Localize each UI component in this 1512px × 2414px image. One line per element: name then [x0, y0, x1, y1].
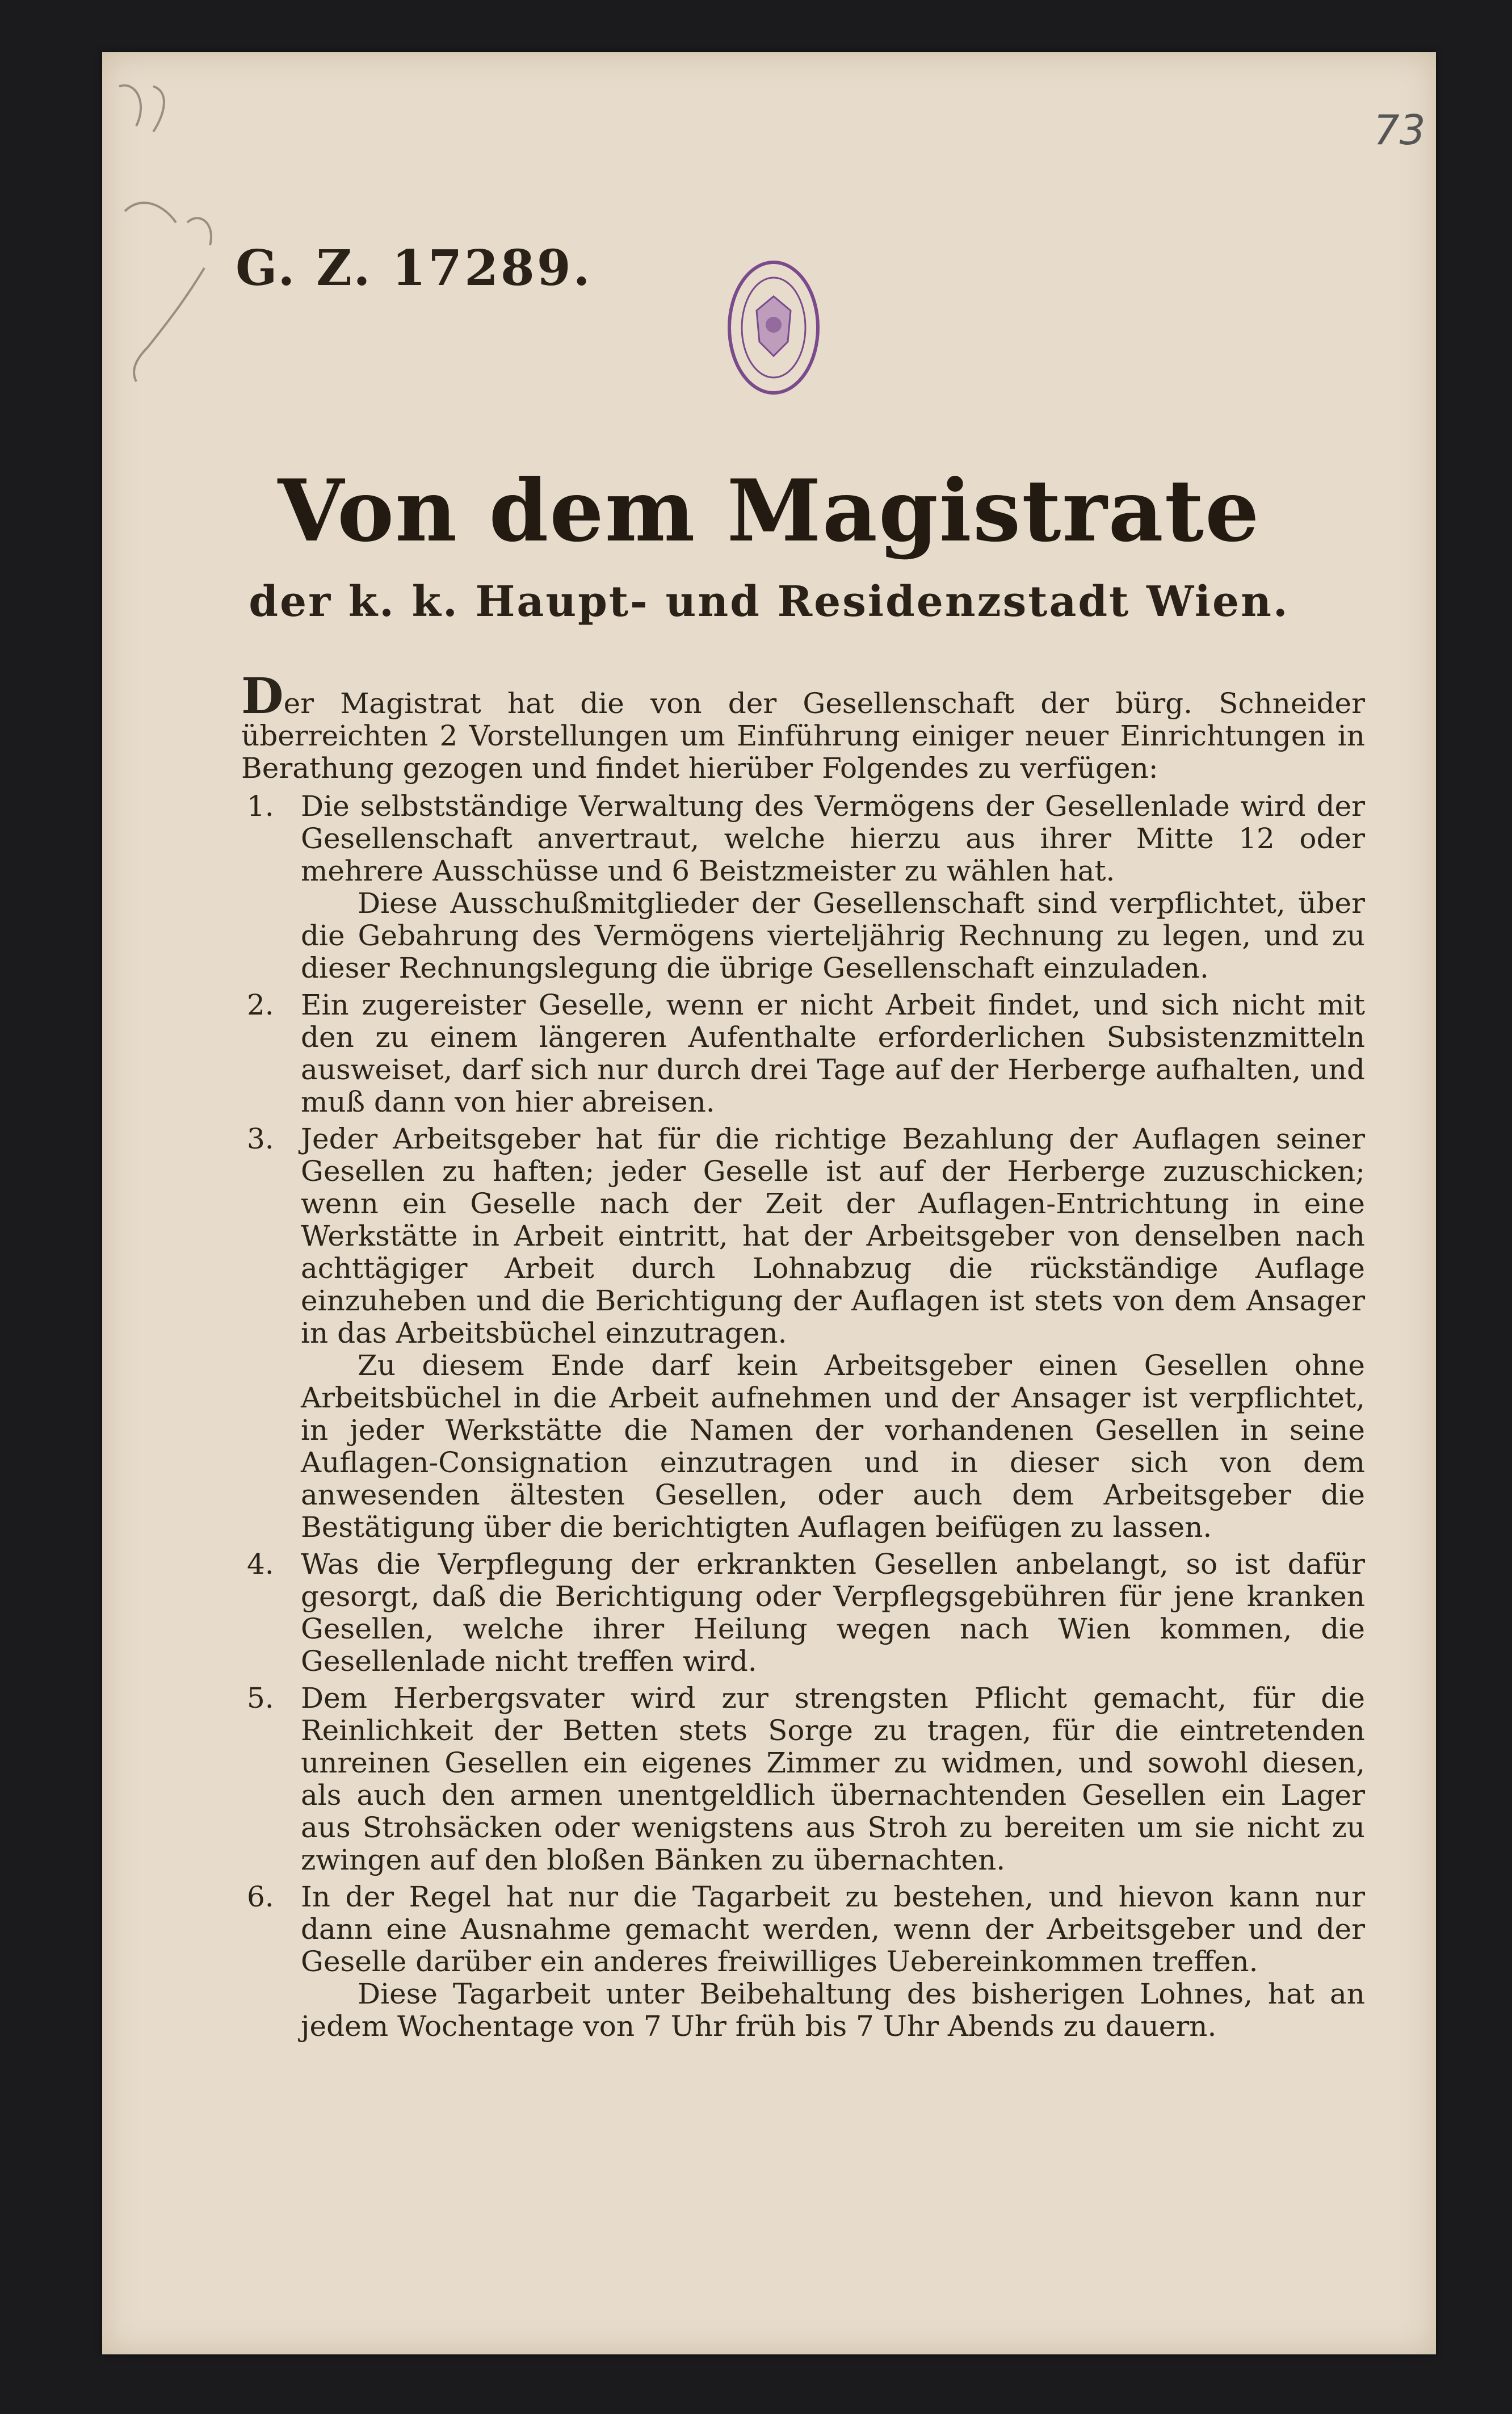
document-reference-number: G. Z. 17289. [236, 240, 593, 297]
archive-pencil-number: 73 [1374, 106, 1426, 154]
purple-oval-seal-icon [725, 257, 822, 399]
item-paragraph: Diese Tagarbeit unter Beibehaltung des bisherigen Lohnes, hat an jedem Wochentage von 7 Uhr früh bis 7 Uhr Abends zu dauern. [301, 1977, 1365, 2043]
item-number: 4. [247, 1548, 274, 1581]
item-paragraph: In der Regel hat nur die Tagarbeit zu bestehen, und hievon kann nur dann eine Ausnahme gemacht werden, wenn der Arbeitsgeber und der Geselle darüber ein anderes freiwilliges Uebereinkommen treffen. [301, 1880, 1365, 1978]
item-number: 6. [247, 1880, 274, 1913]
item-number: 2. [247, 988, 274, 1021]
page-title: Von dem Magistrate [278, 461, 1261, 561]
item-number: 5. [247, 1682, 274, 1715]
item-paragraph: Was die Verpflegung der erkrankten Gesellen anbelangt, so ist dafür gesorgt, daß die Berichtigung oder Verpflegsgebühren für jene kranken Gesellen, welche ihrer Heilung wegen nach Wien kommen, die Gesellenlade nicht treffen wird. [301, 1548, 1365, 1678]
item-number: 1. [247, 790, 274, 823]
item-paragraph: Die selbstständige Verwaltung des Vermögens der Gesellenlade wird der Gesellenschaft anvertraut, welche hierzu aus ihrer Mitte 12 oder mehrere Ausschüsse und 6 Beistzmeister zu wählen hat. [301, 790, 1365, 887]
item-paragraph: Dem Herbergsvater wird zur strengsten Pflicht gemacht, für die Reinlichkeit der Betten stets Sorge zu tragen, für die eintretenden unreinen Gesellen ein eigenes Zimmer zu widmen, und sowohl diesen, als auch den armen unentgeldlich übernachtenden Gesellen ein Lager aus Strohsäcken oder wenigstens aus Stroh zu bereiten um sie nicht zu zwingen auf den bloßen Bänken zu übernachten. [301, 1682, 1365, 1876]
decree-body [241, 668, 1365, 2047]
item-paragraph: Diese Ausschußmitglieder der Gesellenschaft sind verpflichtet, über die Gebahrung des Vermögens vierteljährig Rechnung zu legen, und zu dieser Rechnungslegung die übrige Gesellenschaft einzuladen. [301, 887, 1365, 984]
item-number: 3. [247, 1122, 274, 1155]
intro-paragraph [241, 668, 1365, 785]
decree-item-3 [241, 1123, 1365, 1544]
margin-pencil-scribble-icon [102, 52, 250, 450]
item-paragraph: Jeder Arbeitsgeber hat für die richtige Bezahlung der Auflagen seiner Gesellen zu haften; jeder Geselle ist auf der Herberge zuzuschicken; wenn ein Geselle nach der Zeit der Auflagen-Entrichtung in eine Werkstätte in Arbeit eintritt, hat der Arbeitsgeber von denselben nach achttägiger Arbeit durch Lohnabzug die rückständige Auflage einzuheben und die Berichtigung der Auflagen ist stets von dem Ansager in das Arbeitsbüchel einzutragen. [301, 1122, 1365, 1350]
item-paragraph: Zu diesem Ende darf kein Arbeitsgeber einen Gesellen ohne Arbeitsbüchel in die Arbeit aufnehmen und der Ansager ist verpflichtet, in jeder Werkstätte die Namen der vorhandenen Gesellen in seine Auflagen-Consignation einzutragen und in dieser sich von dem anwesenden ältesten Gesellen, oder auch dem Arbeitsgeber die Bestätigung über die berichtigten Auflagen beifügen zu lassen. [301, 1349, 1365, 1544]
intro-initial: D [241, 668, 284, 725]
decree-item-6 [241, 1881, 1365, 2043]
decree-item-5 [241, 1682, 1365, 1876]
intro-text: er Magistrat hat die von der Gesellenschaft der bürg. Schneider überreichten 2 Vorstellungen um Einführung einiger neuer Einrichtungen in Berathung gezogen und findet hierüber Folgendes zu verfügen: [241, 687, 1365, 785]
page-subtitle: der k. k. Haupt- und Residenzstadt Wien. [249, 577, 1290, 626]
document-page [102, 52, 1436, 2354]
decree-item-1 [241, 790, 1365, 984]
decree-item-2 [241, 989, 1365, 1118]
item-paragraph: Ein zugereister Geselle, wenn er nicht Arbeit findet, und sich nicht mit den zu einem längeren Aufenthalte erforderlichen Subsistenzmitteln ausweiset, darf sich nur durch drei Tage auf der Herberge aufhalten, und muß dann von hier abreisen. [301, 988, 1365, 1118]
decree-item-4 [241, 1548, 1365, 1678]
